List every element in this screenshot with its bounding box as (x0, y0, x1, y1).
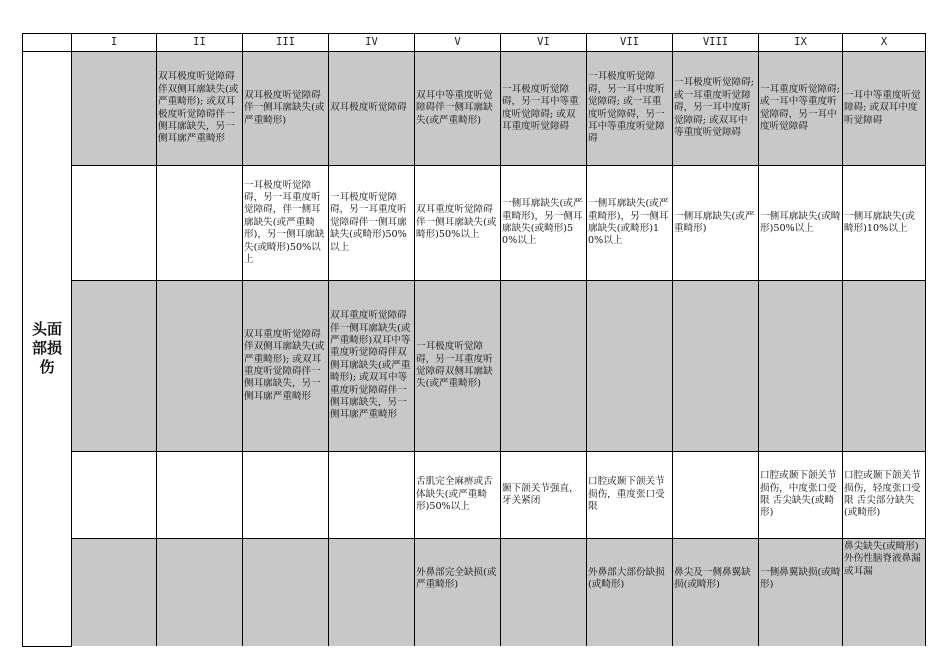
table-cell (673, 281, 759, 452)
table-cell: 一侧耳廓缺失(或严重畸形) (673, 166, 759, 281)
header-grade-i: I (72, 34, 157, 52)
table-cell: 一耳极度听觉障碍，另一耳重度听觉障碍双侧耳廓缺失(或严重畸形) (415, 281, 501, 452)
disability-grade-table (22, 33, 926, 647)
table-cell: 鼻尖及一侧鼻翼缺损(或畸形) (673, 539, 759, 647)
table-row (23, 52, 926, 166)
table-cell (72, 539, 157, 647)
header-grade-vi: VI (501, 34, 587, 52)
header-row (23, 34, 926, 52)
header-grade-ii: II (157, 34, 243, 52)
table-cell: 一耳极度听觉障碍，另一耳中等重度听觉障碍; 或双耳重度听觉障碍 (501, 52, 587, 166)
header-grade-ix: IX (759, 34, 843, 52)
table-cell (843, 281, 926, 452)
table-cell: 颞下颌关节强直，牙关紧闭 (501, 452, 587, 539)
header-grade-iii: III (243, 34, 329, 52)
table-cell (72, 166, 157, 281)
table-cell: 舌肌完全麻痹或舌体缺失(或严重畸形)50%以上 (415, 452, 501, 539)
header-grade-vii: VII (587, 34, 673, 52)
table-cell: 口腔或颞下颌关节损伤，重度张口受限 (587, 452, 673, 539)
table-cell: 一耳极度听觉障碍; 或一耳重度听觉障碍，另一耳中度听觉障碍; 或双耳中等重度听觉障碍 (673, 52, 759, 166)
table-cell (157, 166, 243, 281)
table-cell (243, 452, 329, 539)
table-row (23, 281, 926, 452)
table-cell: 一耳极度听觉障碍，另一耳重度听觉障碍伴一侧耳廓缺失(或畸形)50%以上 (329, 166, 415, 281)
table-cell: 鼻尖缺失(或畸形) 外伤性脑脊液鼻漏或耳漏 (843, 539, 926, 647)
table-cell: 一侧耳廓缺失(或畸形)50%以上 (759, 166, 843, 281)
table-cell (72, 52, 157, 166)
header-corner (23, 34, 72, 52)
table-cell: 双耳极度听觉障碍 (329, 52, 415, 166)
table-row (23, 166, 926, 281)
table-cell (501, 539, 587, 647)
table-cell: 一侧耳廓缺失(或畸形)10%以上 (843, 166, 926, 281)
table-cell: 一耳重度听觉障碍; 或一耳中等重度听觉障碍，另一耳中度听觉障碍 (759, 52, 843, 166)
table-cell (587, 281, 673, 452)
table-cell: 外鼻部大部份缺损(或畸形) (587, 539, 673, 647)
table-cell: 外鼻部完全缺损(或严重畸形) (415, 539, 501, 647)
category-label: 头面部损伤 (23, 52, 72, 647)
header-grade-x: X (843, 34, 926, 52)
disability-grade-table-sheet (22, 33, 926, 647)
table-cell (501, 281, 587, 452)
table-cell: 口腔或颞下颌关节损伤，轻度张口受限 舌尖部分缺失(或畸形) (843, 452, 926, 539)
table-cell: 双耳极度听觉障碍伴一侧耳廓缺失(或严重畸形) (243, 52, 329, 166)
header-grade-v: V (415, 34, 501, 52)
table-cell: 一侧耳廓缺失(或严重畸形)，另一侧耳廓缺失(或畸形)50%以上 (501, 166, 587, 281)
header-grade-viii: VIII (673, 34, 759, 52)
table-cell (759, 281, 843, 452)
table-cell: 双耳重度听觉障碍伴一侧耳廓缺失(或畸形)50%以上 (415, 166, 501, 281)
table-cell: 一耳极度听觉障碍，另一耳重度听觉障碍，伴一侧耳廓缺失(或严重畸形)，另一侧耳廓缺失(或畸形)50%以上 (243, 166, 329, 281)
table-cell (72, 452, 157, 539)
table-cell: 一侧鼻翼缺损(或畸形) (759, 539, 843, 647)
table-cell: 双耳重度听觉障碍伴双侧耳廓缺失(或严重畸形); 或双耳重度听觉障碍伴一侧耳廓缺失，另一侧耳廓严重畸形 (243, 281, 329, 452)
table-cell (673, 452, 759, 539)
table-cell (329, 539, 415, 647)
table-cell: 一耳极度听觉障碍，另一耳中度听觉障碍; 或一耳重度听觉障碍，另一耳中等重度听觉障碍 (587, 52, 673, 166)
table-row (23, 452, 926, 539)
table-cell (329, 452, 415, 539)
table-cell (157, 452, 243, 539)
table-cell (157, 539, 243, 647)
table-row (23, 539, 926, 647)
table-cell: 双耳重度听觉障碍伴一侧耳廓缺失(或严重畸形)双耳中等重度听觉障碍伴双侧耳廓缺失(或严重畸形); 或双耳中等重度听觉障碍伴一侧耳廓缺失，另一侧耳廓严重畸形 (329, 281, 415, 452)
table-cell: 一侧耳廓缺失(或严重畸形)，另一侧耳廓缺失(或畸形)10%以上 (587, 166, 673, 281)
table-cell (72, 281, 157, 452)
table-cell: 双耳中等重度听觉障碍伴一侧耳廓缺失(或严重畸形) (415, 52, 501, 166)
table-cell: 双耳极度听觉障碍伴双侧耳廓缺失(或严重畸形); 或双耳极度听觉障碍伴一侧耳廓缺失，另一侧耳廓严重畸形 (157, 52, 243, 166)
table-cell (243, 539, 329, 647)
header-grade-iv: IV (329, 34, 415, 52)
table-cell: 口腔或颞下颌关节损伤，中度张口受限 舌尖缺失(或畸形) (759, 452, 843, 539)
table-cell: 一耳中等重度听觉障碍; 或双耳中度听觉障碍 (843, 52, 926, 166)
table-cell (157, 281, 243, 452)
